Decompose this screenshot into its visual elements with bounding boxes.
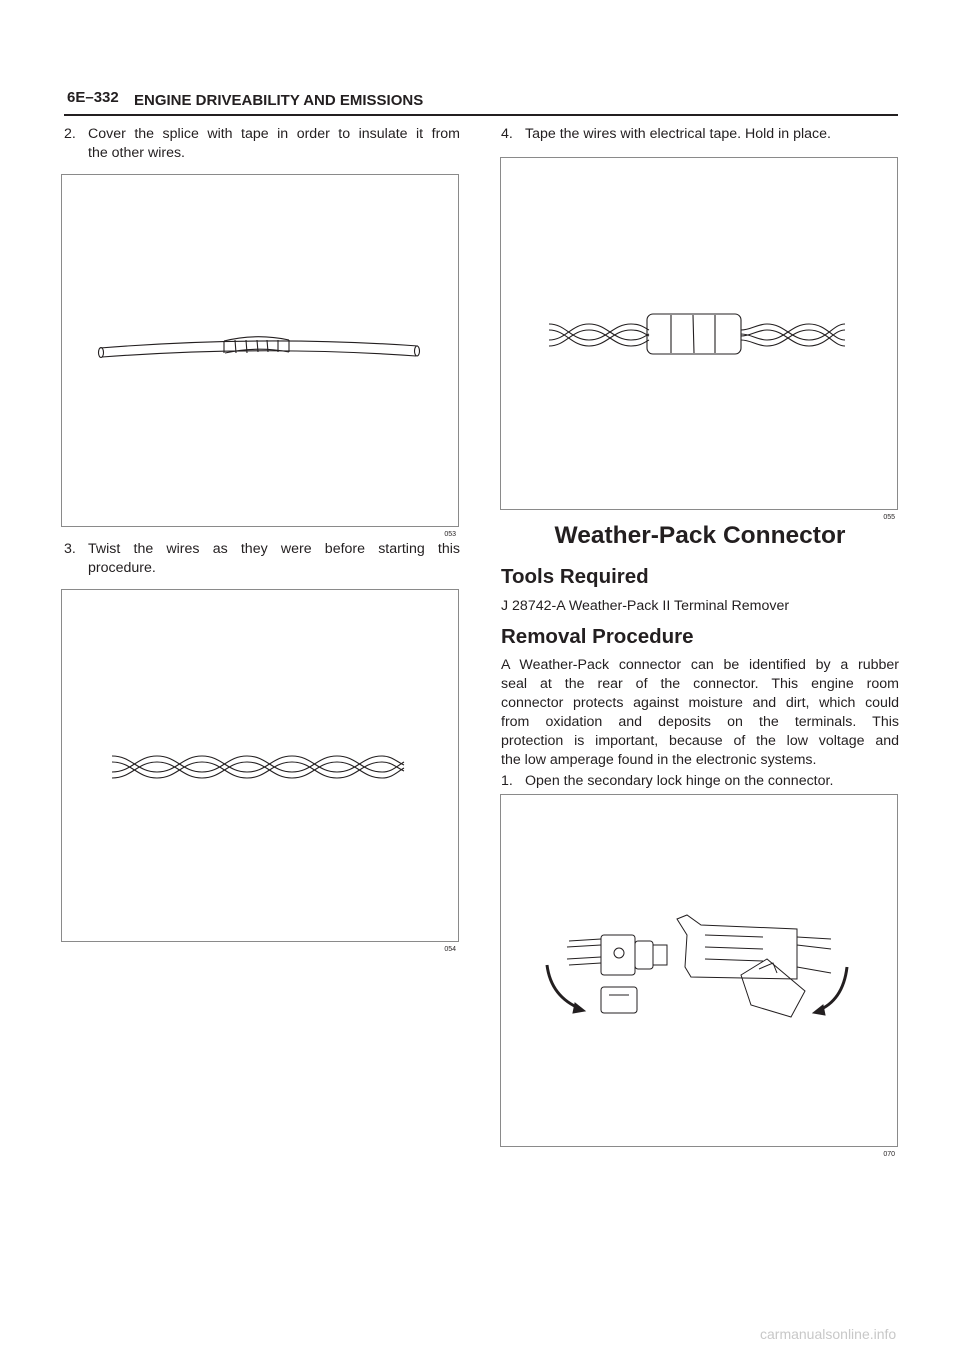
figure-code: 053 <box>444 531 456 538</box>
step-number: 3. <box>64 541 76 557</box>
figure-code: 055 <box>883 514 895 521</box>
step-4 <box>501 125 899 144</box>
figure-code: 070 <box>883 1151 895 1158</box>
figure-code: 054 <box>444 946 456 953</box>
removal-line: seal at the rear of the connector. This engine room <box>501 676 899 692</box>
removal-line: from oxidation and deposits on the terminals. This <box>501 714 899 730</box>
step-text: Tape the wires with electrical tape. Hold in place. <box>525 126 831 142</box>
step-text-continued: the other wires. <box>88 145 185 161</box>
step-number: 4. <box>501 126 513 142</box>
figure-055 <box>500 157 898 521</box>
taped-splice-wire-illustration <box>62 175 458 526</box>
page-number: 6E–332 <box>67 89 119 106</box>
figure-070 <box>500 794 898 1158</box>
header-rule <box>64 114 898 116</box>
removal-line: the low amperage found in the electronic systems. <box>501 752 817 768</box>
twisted-wires-illustration <box>62 590 458 941</box>
step-2 <box>64 125 460 163</box>
tools-heading: Tools Required <box>501 565 649 588</box>
tools-text: J 28742-A Weather-Pack II Terminal Remover <box>501 598 790 614</box>
watermark: carmanualsonline.info <box>760 1326 897 1342</box>
section-title: ENGINE DRIVEABILITY AND EMISSIONS <box>134 92 424 109</box>
removal-line: protection is important, because of the low voltage and <box>501 733 899 749</box>
step-number: 2. <box>64 126 76 142</box>
figure-053 <box>61 174 459 538</box>
step-3 <box>64 540 460 578</box>
removal-paragraph <box>501 656 899 770</box>
step-number: 1. <box>501 773 513 789</box>
step-text: Open the secondary lock hinge on the connector. <box>525 773 834 789</box>
removal-line: A Weather-Pack connector can be identified by a rubber <box>501 657 899 673</box>
step-text: Twist the wires as they were before starting this <box>88 541 460 557</box>
figure-054 <box>61 589 459 953</box>
taped-twisted-wires-illustration <box>501 158 897 509</box>
removal-step-1 <box>501 772 899 791</box>
removal-heading: Removal Procedure <box>501 625 694 648</box>
step-text: Cover the splice with tape in order to insulate it from <box>88 126 460 142</box>
step-text-continued: procedure. <box>88 560 156 576</box>
weather-pack-connector-illustration <box>501 795 897 1146</box>
section-heading: Weather-Pack Connector <box>554 522 846 549</box>
removal-line: connector protects against moisture and dirt, which could <box>501 695 899 711</box>
